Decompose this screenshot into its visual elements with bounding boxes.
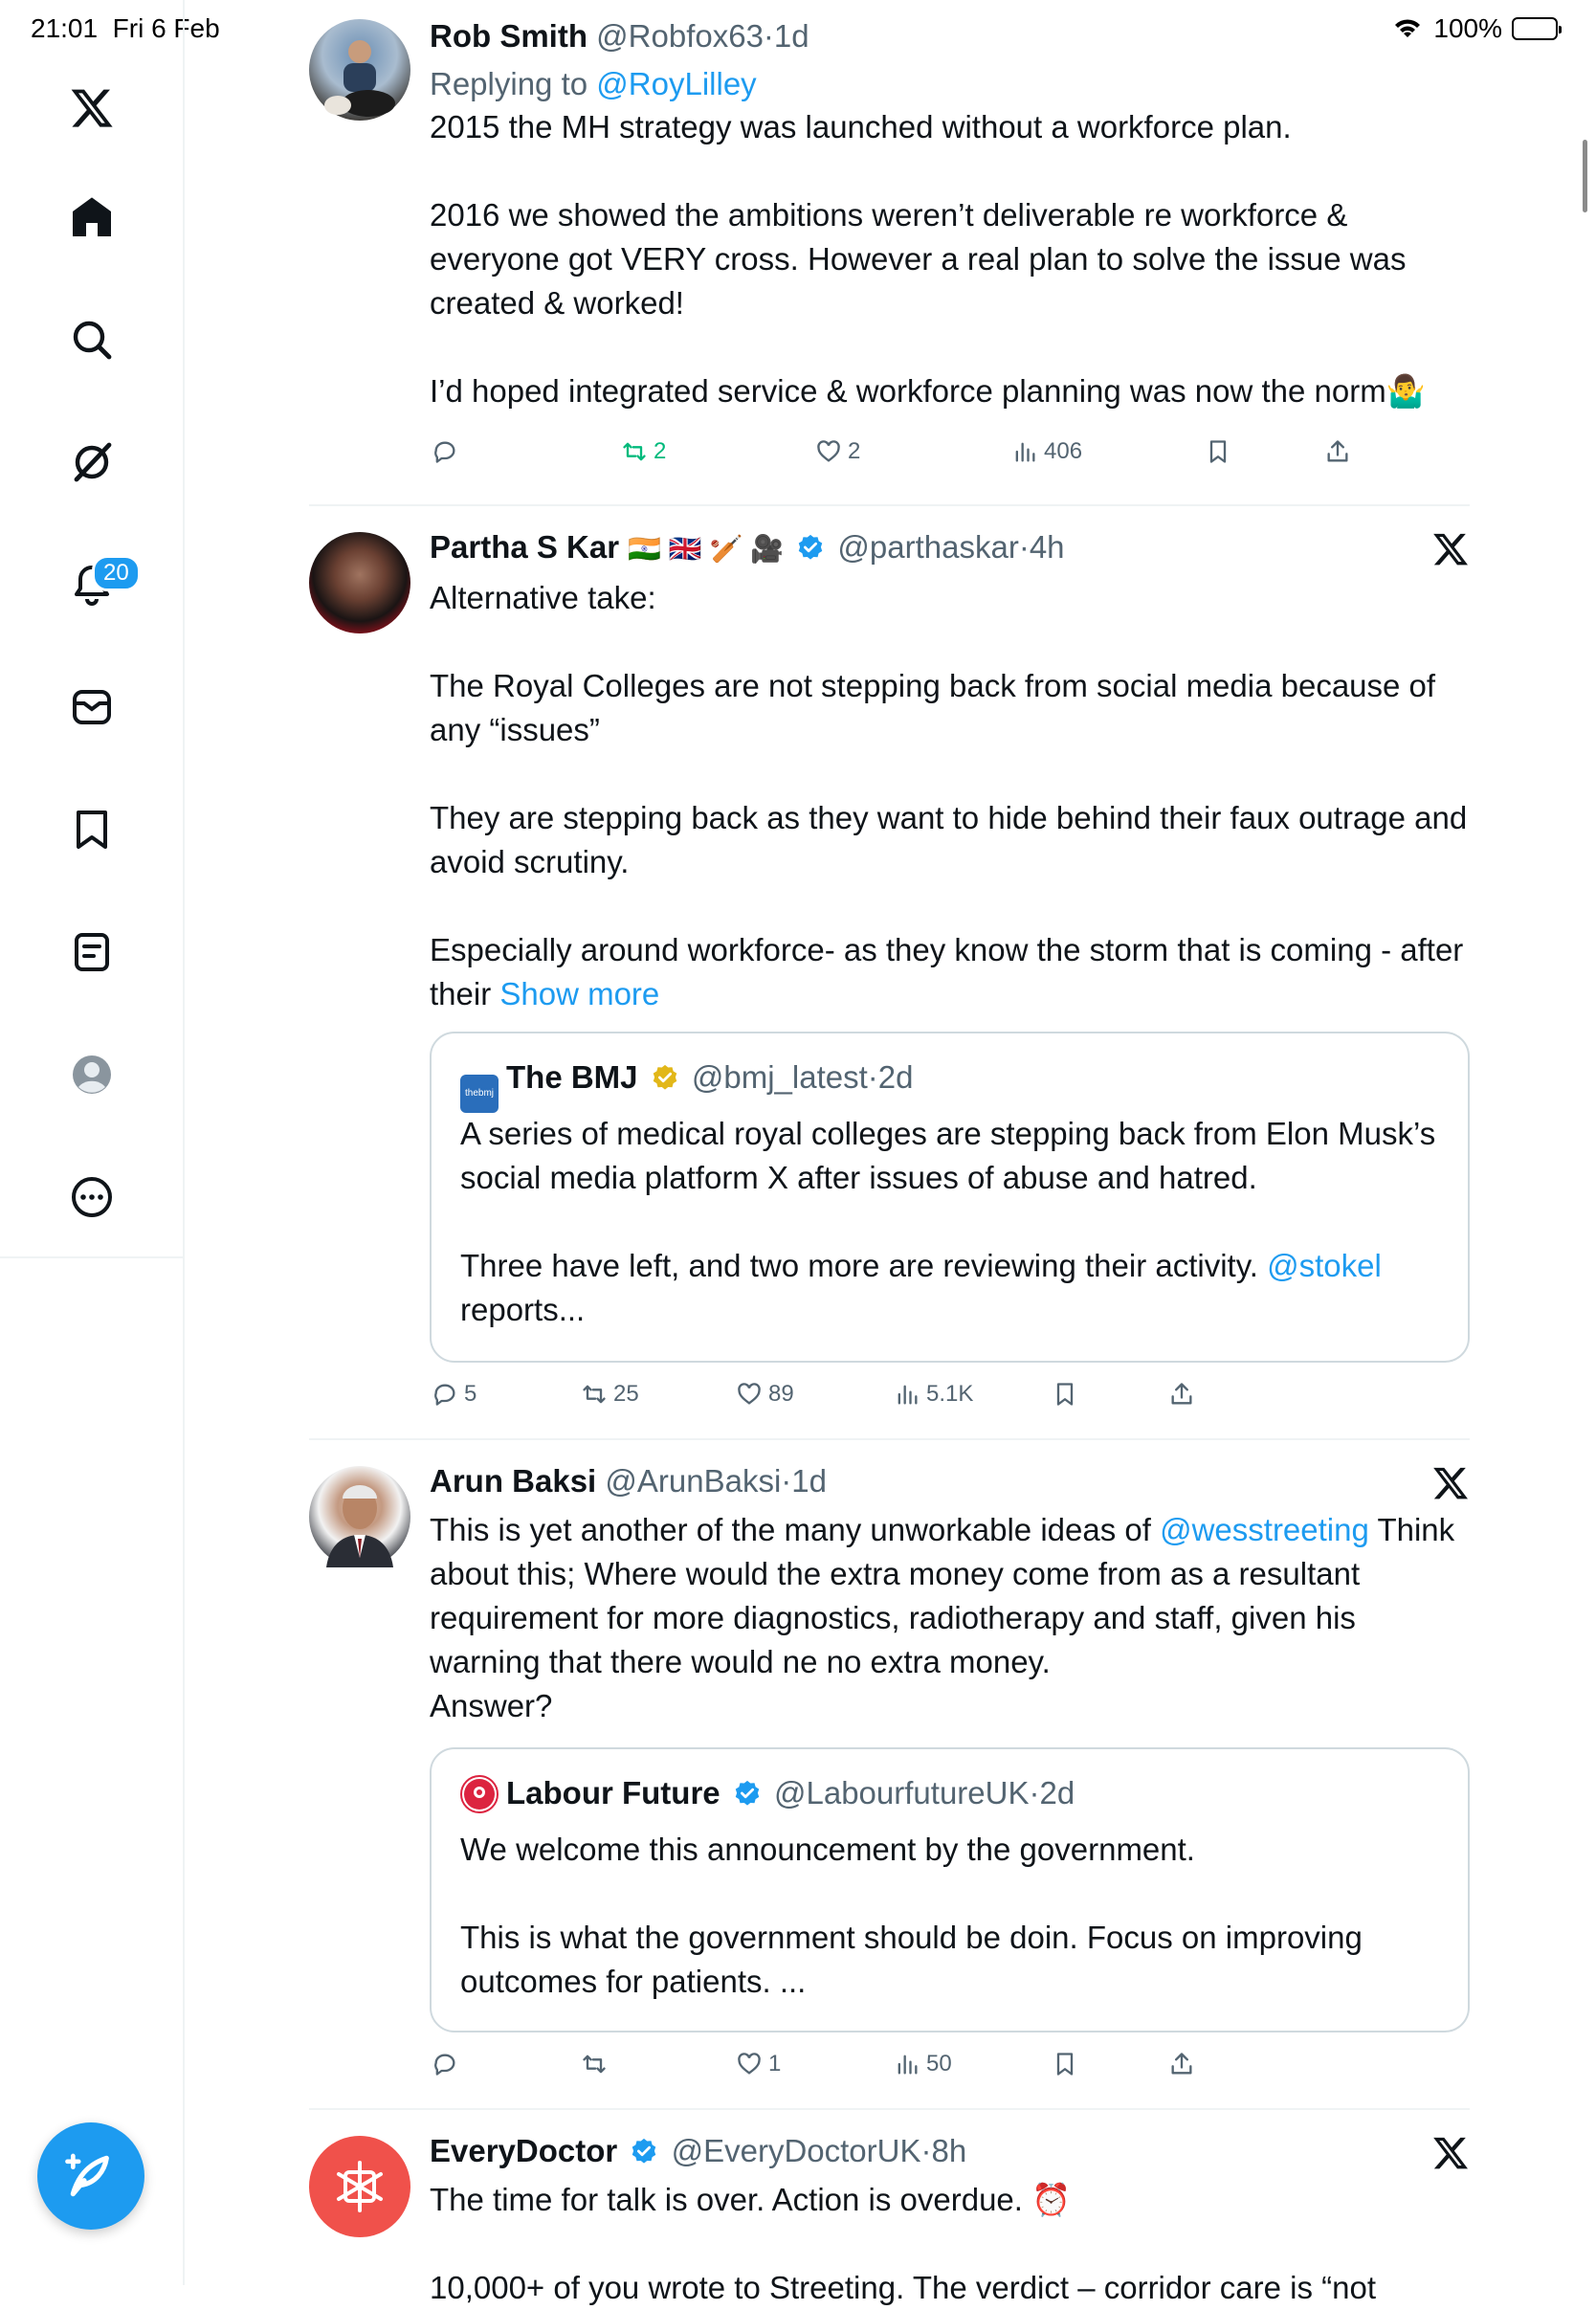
- quote-time: 2d: [877, 1059, 914, 1095]
- reply-icon: [432, 438, 458, 465]
- verified-badge-icon: [733, 1779, 762, 1808]
- share-button[interactable]: [1324, 438, 1351, 465]
- lists-icon[interactable]: [58, 919, 125, 986]
- heart-icon: [815, 438, 842, 465]
- tweet-divider: [309, 504, 1470, 506]
- verified-gold-badge-icon: [651, 1063, 679, 1092]
- like-count: 1: [768, 2051, 782, 2077]
- tweet-paragraph: They are stepping back as they want to hide behind their faux outrage and avoid scrutiny.: [430, 800, 1468, 879]
- bmj-logo: thebmj: [460, 1075, 499, 1113]
- view-count: 406: [1044, 438, 1083, 464]
- tweet-time[interactable]: 1d: [773, 18, 809, 54]
- retweet-icon: [621, 438, 648, 465]
- tweet-paragraph-text: This is yet another of the many unworkable ideas of: [430, 1512, 1151, 1547]
- quote-mention[interactable]: @stokel: [1267, 1248, 1382, 1283]
- tweet-text: [430, 2178, 1470, 2310]
- home-icon[interactable]: [58, 184, 125, 251]
- tweet-partha-s-kar[interactable]: [309, 526, 1470, 1421]
- avatar[interactable]: [309, 1466, 410, 1567]
- tweet-header: Rob Smith @Robfox63·1d: [430, 18, 809, 54]
- reply-icon: [432, 2051, 458, 2077]
- x-logo-icon[interactable]: [58, 75, 125, 142]
- like-count: 89: [768, 1381, 794, 1407]
- tweet-actions: [430, 438, 1470, 477]
- quote-paragraph: We welcome this announcement by the government.: [460, 1832, 1195, 1867]
- heart-icon: [736, 1381, 763, 1408]
- tweet-paragraph: 10,000+ of you wrote to Streeting. The verdict – corridor care is “not: [430, 2270, 1376, 2305]
- quote-text: [460, 1112, 1439, 1332]
- quote-header: Labour Future @LabourfutureUK·2d: [460, 1772, 1075, 1814]
- like-button[interactable]: [736, 1381, 794, 1408]
- replying-label: Replying to: [430, 66, 588, 101]
- tweet-arun-baksi[interactable]: [309, 1460, 1470, 2092]
- reply-button[interactable]: [432, 438, 464, 465]
- author-handle[interactable]: @EveryDoctorUK: [671, 2133, 921, 2168]
- author-handle[interactable]: @ArunBaksi: [605, 1463, 782, 1499]
- view-count: 50: [926, 2051, 952, 2077]
- labour-rose-icon: [460, 1775, 499, 1813]
- share-button[interactable]: [1168, 1381, 1195, 1408]
- retweet-button[interactable]: [621, 438, 666, 465]
- views-icon: [1011, 438, 1038, 465]
- verified-badge-icon: [796, 533, 825, 562]
- author-name[interactable]: Arun Baksi: [430, 1463, 597, 1499]
- like-button[interactable]: [815, 438, 860, 465]
- tweet-time[interactable]: 1d: [791, 1463, 828, 1499]
- tweet-actions: [430, 1381, 1470, 1419]
- quote-paragraph-end: reports...: [460, 1292, 586, 1327]
- quote-text: [460, 1828, 1439, 2004]
- like-button[interactable]: [736, 2051, 781, 2077]
- bookmark-icon: [1052, 2051, 1078, 2077]
- quoted-tweet[interactable]: [430, 1747, 1470, 2032]
- sidebar: [0, 0, 185, 2285]
- views-button[interactable]: [894, 1381, 973, 1408]
- reply-button[interactable]: [432, 1381, 477, 1408]
- views-icon: [894, 2051, 920, 2077]
- quote-author-name: Labour Future: [506, 1775, 720, 1810]
- replying-mention[interactable]: @RoyLilley: [596, 66, 757, 101]
- quote-author-handle: @bmj_latest: [691, 1059, 868, 1095]
- quote-author-name: The BMJ: [506, 1059, 638, 1095]
- replying-to: [430, 63, 1470, 105]
- author-name[interactable]: Rob Smith: [430, 18, 587, 54]
- tweet-paragraph: The time for talk is over. Action is overdue. ⏰: [430, 2182, 1072, 2217]
- show-more-link[interactable]: Show more: [499, 976, 660, 1011]
- reply-button[interactable]: [432, 2051, 464, 2077]
- more-icon[interactable]: [58, 1164, 125, 1231]
- tweet-content: [430, 15, 1470, 413]
- tweet-time[interactable]: 8h: [931, 2133, 967, 2168]
- views-icon: [894, 1381, 920, 1408]
- grok-icon[interactable]: [58, 429, 125, 496]
- quoted-tweet[interactable]: [430, 1032, 1470, 1363]
- avatar[interactable]: [309, 532, 410, 633]
- tweet-text: [430, 1508, 1470, 1728]
- bookmark-icon: [1205, 438, 1231, 465]
- share-button[interactable]: [1168, 2051, 1195, 2077]
- author-handle[interactable]: @parthaskar: [837, 529, 1019, 565]
- retweet-button[interactable]: [581, 1381, 639, 1408]
- tweet-divider: [309, 2108, 1470, 2110]
- search-icon[interactable]: [58, 306, 125, 373]
- tweet-time[interactable]: 4h: [1029, 529, 1065, 565]
- author-name[interactable]: EveryDoctor: [430, 2133, 618, 2168]
- bookmark-button[interactable]: [1052, 2051, 1078, 2077]
- tweet-header: Arun Baksi @ArunBaksi·1d: [430, 1463, 828, 1499]
- avatar[interactable]: [309, 19, 410, 121]
- battery-icon: [1512, 17, 1558, 40]
- notification-badge: 20: [92, 555, 141, 591]
- tweet-text: [430, 576, 1470, 1016]
- tweet-actions: [430, 2051, 1470, 2089]
- reply-icon: [432, 1381, 458, 1408]
- tweet-divider: [309, 1438, 1470, 1440]
- tweet-everydoctor[interactable]: [309, 2130, 1470, 2305]
- quote-paragraph: This is what the government should be doin. Focus on improving outcomes for patients. ...: [460, 1920, 1363, 1999]
- tweet-text: [430, 105, 1470, 413]
- tweet-paragraph: [430, 928, 1470, 1016]
- views-button[interactable]: [894, 2051, 952, 2077]
- view-count: 5.1K: [926, 1381, 974, 1407]
- tweet-paragraph-end: Answer?: [430, 1688, 553, 1723]
- tweet-paragraph-text: Especially around workforce- as they know the storm that is coming - after their: [430, 932, 1464, 1011]
- bookmark-icon: [1052, 1381, 1078, 1408]
- retweet-count: 25: [613, 1381, 639, 1407]
- tweet-paragraph: 2016 we showed the ambitions weren’t deliverable re workforce & everyone got VERY cross. However a real plan to solve the issue was created & worked!: [430, 197, 1407, 321]
- retweet-button[interactable]: [581, 2051, 613, 2077]
- quote-paragraph: A series of medical royal colleges are stepping back from Elon Musk’s social media platform X after issues of abuse and hatred.: [460, 1116, 1436, 1195]
- tweet-paragraph: Alternative take:: [430, 580, 656, 615]
- status-date: Fri 6 Feb: [112, 13, 220, 43]
- share-icon: [1168, 2051, 1195, 2077]
- views-button[interactable]: [1011, 438, 1082, 465]
- compose-feather-icon: [64, 2149, 118, 2203]
- tweet-paragraph: 2015 the MH strategy was launched without a workforce plan.: [430, 109, 1292, 144]
- tweet-content: [430, 2130, 1470, 2310]
- tweet-paragraph: [430, 1508, 1470, 1684]
- bookmark-button[interactable]: [1205, 438, 1231, 465]
- bookmark-button[interactable]: [1052, 1381, 1078, 1408]
- heart-icon: [736, 2051, 763, 2077]
- quote-header: thebmj The BMJ @bmj_latest·2d: [460, 1056, 913, 1113]
- tweet-header: EveryDoctor @EveryDoctorUK·8h: [430, 2133, 967, 2168]
- tweet-paragraph: The Royal Colleges are not stepping back from social media because of any “issues”: [430, 668, 1436, 747]
- retweet-icon: [581, 1381, 608, 1408]
- retweet-count: 2: [654, 438, 667, 464]
- share-icon: [1168, 1381, 1195, 1408]
- tweet-content: [430, 526, 1470, 1016]
- reply-count: 5: [464, 1381, 477, 1407]
- messages-icon[interactable]: [58, 674, 125, 741]
- quote-author-handle: @LabourfutureUK: [774, 1775, 1030, 1810]
- author-flags: 🇮🇳 🇬🇧 🏏 🎥: [628, 534, 785, 564]
- battery-percent: 100%: [1433, 13, 1502, 43]
- profile-icon[interactable]: [58, 1041, 125, 1108]
- author-handle[interactable]: @Robfox63: [596, 18, 764, 54]
- quote-paragraph: [460, 1244, 1439, 1332]
- avatar[interactable]: [309, 2136, 410, 2237]
- quote-time: 2d: [1039, 1775, 1075, 1810]
- compose-button[interactable]: [37, 2122, 144, 2230]
- sidebar-divider: [0, 1256, 185, 1258]
- tweet-paragraph-rest: Think about this; Where would the extra money come from as a resultant requirement for more diagnostics, radiotherapy and staff, given his warning that there would ne no extra money.: [430, 1512, 1455, 1679]
- share-icon: [1324, 438, 1351, 465]
- tweet-rob-smith[interactable]: [309, 15, 1470, 465]
- tweet-header: Partha S Kar 🇮🇳 🇬🇧 🏏 🎥 @parthaskar·4h: [430, 529, 1065, 565]
- like-count: 2: [848, 438, 861, 464]
- quote-paragraph-text: Three have left, and two more are reviewing their activity.: [460, 1248, 1258, 1283]
- mention-link[interactable]: @wesstreeting: [1160, 1512, 1369, 1547]
- tweet-content: [430, 1460, 1470, 1728]
- author-name[interactable]: Partha S Kar: [430, 529, 620, 565]
- bookmarks-icon[interactable]: [58, 796, 125, 863]
- status-clock: 21:01: [31, 13, 99, 43]
- scrollbar-thumb[interactable]: [1583, 140, 1587, 212]
- verified-badge-icon: [630, 2137, 658, 2166]
- retweet-icon: [581, 2051, 608, 2077]
- tweet-paragraph: I’d hoped integrated service & workforce planning was now the norm🤷‍♂️: [430, 373, 1426, 409]
